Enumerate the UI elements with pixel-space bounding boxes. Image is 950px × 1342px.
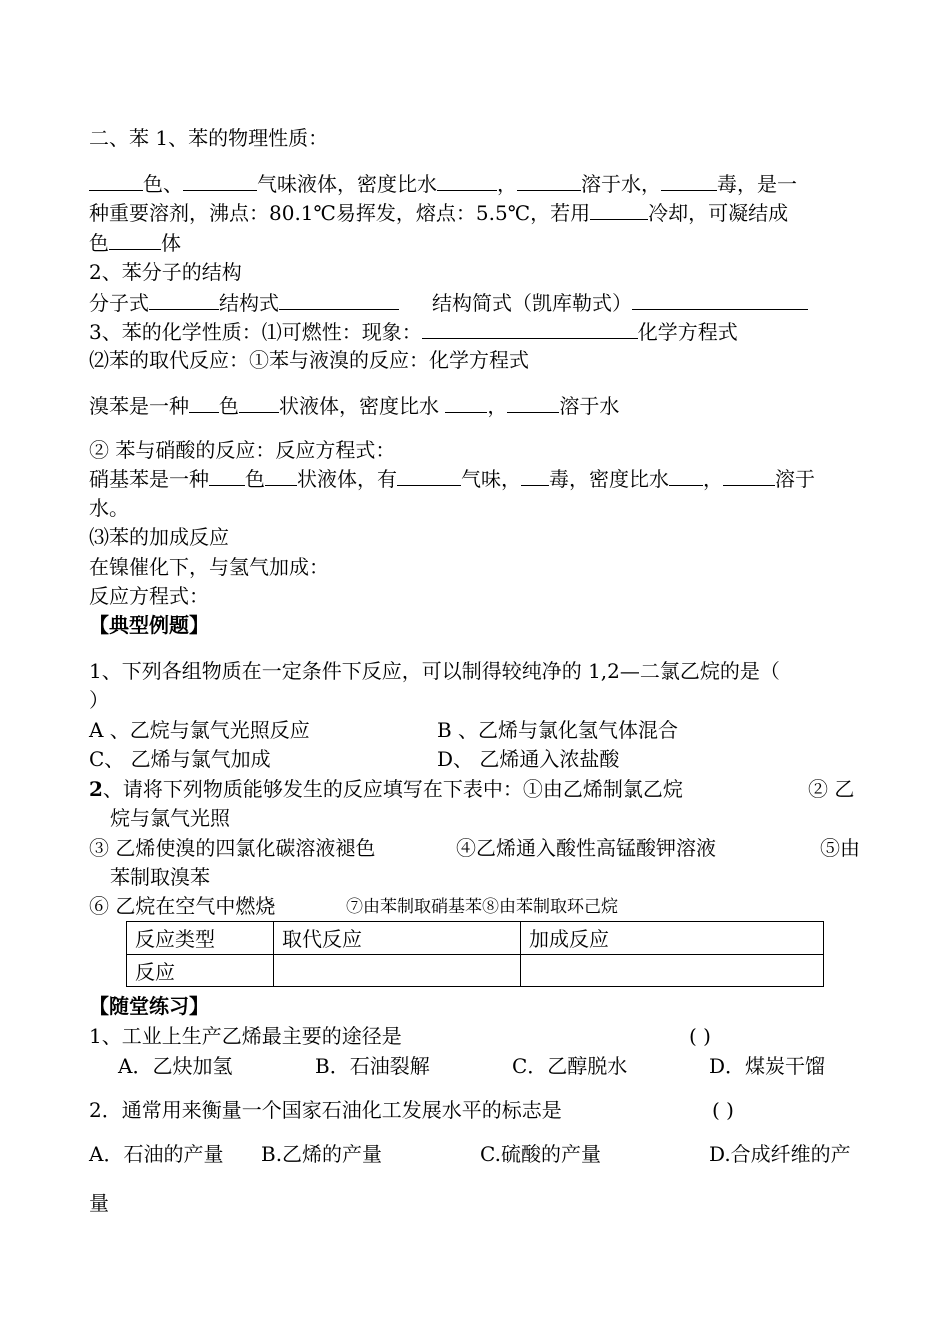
physical-properties-line-2: 种重要溶剂，沸点：80.1℃易挥发，熔点：5.5℃，若用 冷却，可凝结成 <box>89 201 789 225</box>
blank[interactable] <box>661 170 717 191</box>
blank[interactable] <box>239 392 279 413</box>
practice-q2: 2．通常用来衡量一个国家石油化工发展水平的标志是 <box>89 1098 562 1122</box>
blank[interactable] <box>517 170 581 191</box>
example-q1-option-c[interactable]: C、 乙烯与氯气加成 <box>89 747 271 771</box>
practice-q1-answer-paren[interactable]: ( ) <box>689 1024 711 1048</box>
addition-condition: 在镍催化下，与氢气加成： <box>89 555 329 579</box>
practice-q2-option-d-cont: 量 <box>89 1191 109 1215</box>
example-q2-item-5-cont: 苯制取溴苯 <box>110 865 210 889</box>
example-q2-item-2-cont: 烷与氯气光照 <box>110 806 230 830</box>
table-header-cell: 反应类型 <box>127 922 274 955</box>
table-header-cell: 加成反应 <box>521 922 824 955</box>
table-answer-cell[interactable] <box>521 954 824 987</box>
practice-q1-option-b[interactable]: B．石油裂解 <box>315 1054 430 1078</box>
example-q2-item-5: ⑤由 <box>820 836 860 860</box>
example-q2-item-4: ④乙烯通入酸性高锰酸钾溶液 <box>456 836 716 860</box>
example-q1: 1、下列各组物质在一定条件下反应，可以制得较纯净的 1,2—二氯乙烷的是（ <box>89 659 780 683</box>
nitration-heading: ② 苯与硝酸的反应：反应方程式： <box>89 438 396 462</box>
structure-heading: 2、苯分子的结构 <box>89 260 242 284</box>
example-q2: 2、请将下列物质能够发生的反应填写在下表中：①由乙烯制氯乙烷 <box>89 777 683 801</box>
blank[interactable] <box>149 289 219 310</box>
example-q2-item-3: ③ 乙烯使溴的四氯化碳溶液褪色 <box>89 836 376 860</box>
blank[interactable] <box>89 170 143 191</box>
example-q2-items-7-8: ⑦由苯制取硝基苯⑧由苯制取环己烷 <box>346 897 618 917</box>
substitution-heading: ⑵苯的取代反应：①苯与液溴的反应：化学方程式 <box>89 348 529 372</box>
practice-q1-option-d[interactable]: D．煤炭干馏 <box>709 1054 826 1078</box>
example-q1-option-b[interactable]: B 、乙烯与氯化氢气体混合 <box>437 718 679 742</box>
practice-q1-option-c[interactable]: C．乙醇脱水 <box>512 1054 628 1078</box>
example-q1-option-a[interactable]: A 、乙烷与氯气光照反应 <box>89 718 310 742</box>
example-q1-end: ） <box>89 688 109 712</box>
blank[interactable] <box>279 289 399 310</box>
blank[interactable] <box>590 199 648 220</box>
addition-equation: 反应方程式： <box>89 584 209 608</box>
blank[interactable] <box>507 392 559 413</box>
blank[interactable] <box>521 465 549 486</box>
table-row <box>127 922 824 955</box>
physical-properties-line-1: 色、 气味液体，密度比水 ， 溶于水， 毒，是一 <box>89 170 797 197</box>
table-row <box>127 954 824 987</box>
blank[interactable] <box>209 465 245 486</box>
practice-q1: 1、工业上生产乙烯最主要的途径是 <box>89 1024 402 1048</box>
practice-q2-option-c[interactable]: C.硫酸的产量 <box>480 1142 601 1166</box>
blank[interactable] <box>445 392 487 413</box>
benzene-heading: 二、苯 1、苯的物理性质： <box>89 126 329 150</box>
practice-q1-option-a[interactable]: A．乙炔加氢 <box>118 1054 233 1078</box>
bromobenzene-line: 溴苯是一种 色 状液体，密度比水 ， 溶于水 <box>89 394 620 418</box>
blank[interactable] <box>669 465 703 486</box>
example-q2-item-2: ② 乙 <box>808 777 855 801</box>
table-row-label: 反应 <box>127 954 274 987</box>
blank[interactable] <box>265 465 297 486</box>
structure-line: 分子式 结构式 结构简式（凯库勒式） <box>89 289 808 316</box>
reaction-type-table <box>126 921 824 987</box>
blank[interactable] <box>183 170 257 191</box>
example-q2-item-6: ⑥ 乙烷在空气中燃烧 <box>89 894 276 918</box>
combustion-line: 3、苯的化学性质：⑴可燃性：现象： 化学方程式 <box>89 320 738 344</box>
blank[interactable] <box>109 229 161 250</box>
blank[interactable] <box>723 465 775 486</box>
nitrobenzene-line-end: 水。 <box>89 496 129 520</box>
practice-q2-option-b[interactable]: B.乙烯的产量 <box>261 1142 383 1166</box>
practice-q2-option-a[interactable]: A．石油的产量 <box>89 1142 224 1166</box>
practice-q2-option-d[interactable]: D.合成纤维的产 <box>709 1142 851 1166</box>
blank[interactable] <box>189 392 219 413</box>
practice-heading: 【随堂练习】 <box>89 994 209 1018</box>
addition-heading: ⑶苯的加成反应 <box>89 525 229 549</box>
blank[interactable] <box>422 318 638 339</box>
examples-heading: 【典型例题】 <box>89 613 209 637</box>
practice-q2-answer-paren[interactable]: ( ) <box>712 1098 734 1122</box>
example-q1-option-d[interactable]: D、 乙烯通入浓盐酸 <box>437 747 620 771</box>
blank[interactable] <box>632 289 808 310</box>
nitrobenzene-line: 硝基苯是一种 色 状液体，有 气味， 毒，密度比水 ， 溶于 <box>89 467 815 491</box>
table-header-cell: 取代反应 <box>274 922 521 955</box>
table-answer-cell[interactable] <box>274 954 521 987</box>
blank[interactable] <box>397 465 461 486</box>
physical-properties-line-3: 色 体 <box>89 231 181 255</box>
blank[interactable] <box>437 170 497 191</box>
